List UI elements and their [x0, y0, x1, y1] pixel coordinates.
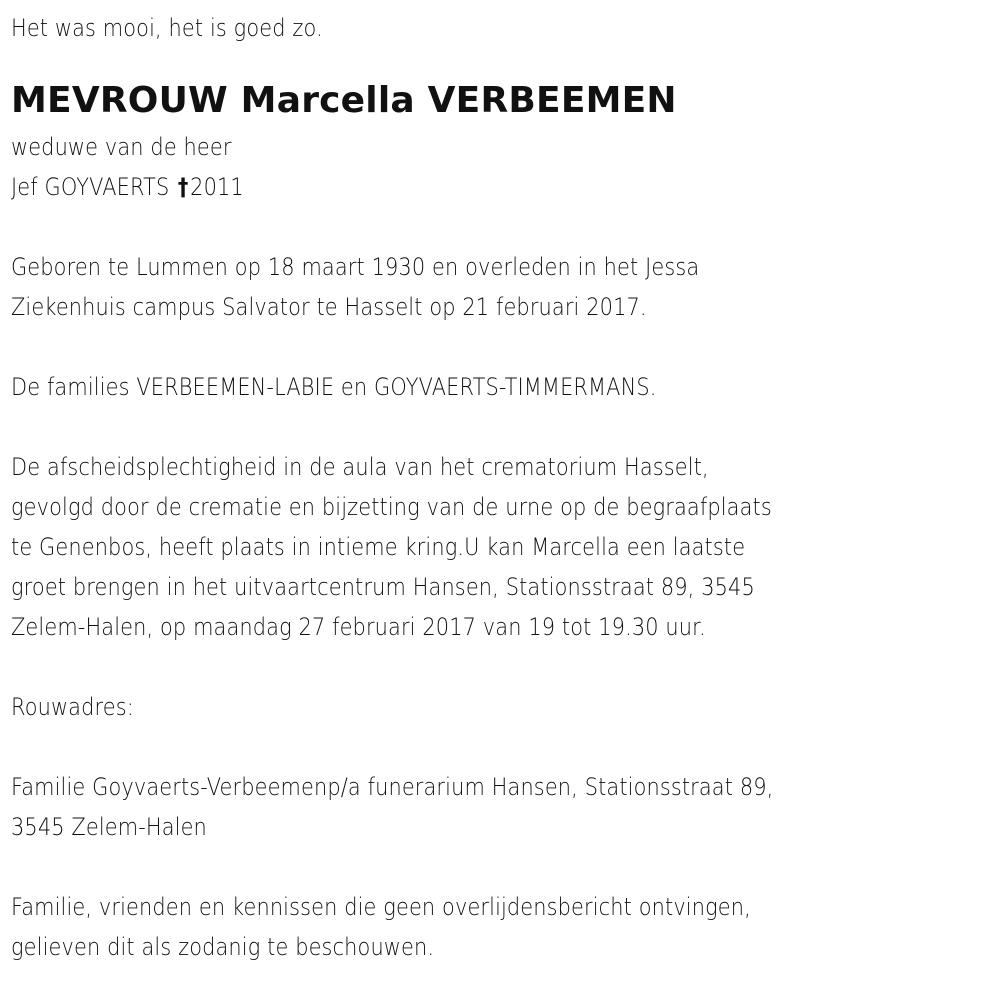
paragraph-line: gelieven dit als zodanig te beschouwen. [11, 933, 435, 961]
spouse-line [11, 167, 868, 207]
mourning-address [11, 767, 996, 847]
cross-icon: † [177, 173, 189, 201]
paragraph-line: 3545 Zelem-Halen [11, 813, 207, 841]
ceremony-paragraph [11, 447, 996, 647]
spouse-death-year: 2011 [190, 173, 244, 201]
spacer [11, 647, 996, 687]
spacer [11, 327, 996, 367]
paragraph-line: Familie, vrienden en kennissen die geen overlijdensbericht ontvingen, [11, 893, 751, 921]
closing-paragraph [11, 887, 996, 967]
paragraph-line: Ziekenhuis campus Salvator te Hasselt op 21 februari 2017. [11, 293, 647, 321]
spacer [11, 207, 996, 247]
spacer [11, 727, 996, 767]
paragraph-line: Geboren te Lummen op 18 maart 1930 en overleden in het Jessa [11, 253, 700, 281]
paragraph-line: te Genenbos, heeft plaats in intieme kring.U kan Marcella een laatste [11, 533, 746, 561]
spouse-name: Jef GOYVAERTS [11, 173, 170, 201]
paragraph-line: Zelem-Halen, op maandag 27 februari 2017 van 19 tot 19.30 uur. [11, 613, 706, 641]
spacer [11, 847, 996, 887]
spacer [11, 407, 996, 447]
paragraph-line: groet brengen in het uitvaartcentrum Hansen, Stationsstraat 89, 3545 [11, 573, 755, 601]
deceased-name: MEVROUW Marcella VERBEEMEN [11, 80, 677, 121]
families-paragraph: De families VERBEEMEN-LABIE en GOYVAERTS-TIMMERMANS. [11, 373, 657, 401]
relation-line: weduwe van de heer [11, 133, 232, 161]
motto: Het was mooi, het is goed zo. [11, 14, 323, 42]
paragraph-line: De afscheidsplechtigheid in de aula van het crematorium Hasselt, [11, 453, 709, 481]
paragraph-line: gevolgd door de crematie en bijzetting van de urne op de begraafplaats [11, 493, 772, 521]
mourning-address-label: Rouwadres: [11, 693, 134, 721]
birth-death-paragraph [11, 247, 996, 327]
paragraph-line: Familie Goyvaerts-Verbeemenp/a funerarium Hansen, Stationsstraat 89, [11, 773, 774, 801]
